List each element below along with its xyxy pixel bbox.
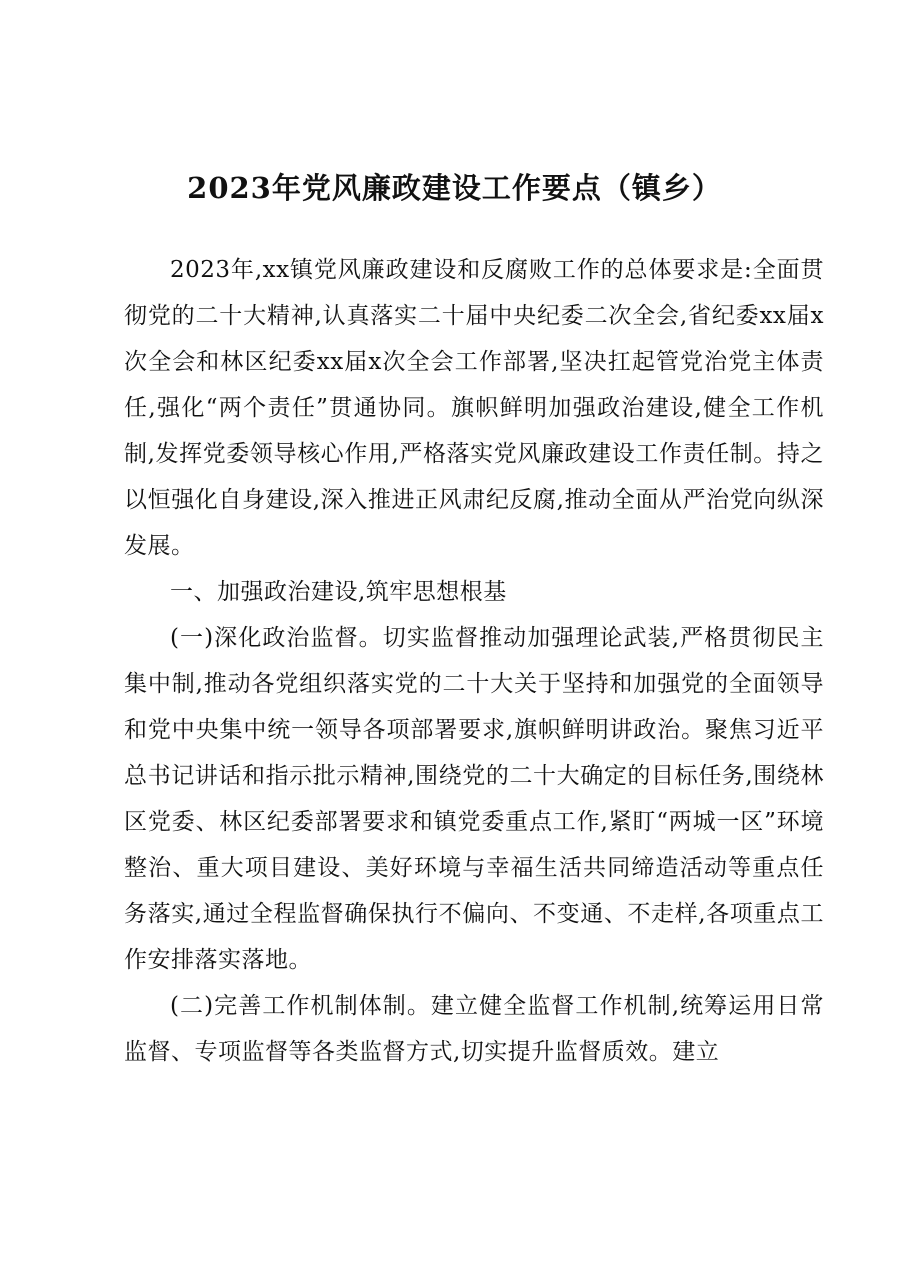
intro-paragraph: 2023年,xx镇党风廉政建设和反腐败工作的总体要求是:全面贯彻党的二十大精神,认真落实二十届中央纪委二次全会,省纪委xx届x次全会和林区纪委xx届x次全会工作部署,坚决扛起管党治党主体责任,强化“两个责任”贯通协同。旗帜鲜明加强政治建设,健全工作机制,发挥党委领导核心作用,严格落实党风廉政建设工作责任制。持之以恒强化自身建设,深入推进正风肃纪反腐,推动全面从严治党向纵深发展。 [124,257,824,559]
subsection-paragraph-1: (一)深化政治监督。切实监督推动加强理论武装,严格贯彻民主集中制,推动各党组织落实党的二十大关于坚持和加强党的全面领导和党中央集中统一领导各项部署要求,旗帜鲜明讲政治。聚焦习近平总书记讲话和指示批示精神,围绕党的二十大确定的目标任务,围绕林区党委、林区纪委部署要求和镇党委重点工作,紧盯“两城一区”环境整治、重大项目建设、美好环境与幸福生活共同缔造活动等重点任务落实,通过全程监督确保执行不偏向、不变通、不走样,各项重点工作安排落实落地。 [124,625,824,973]
document-title: 2023年党风廉政建设工作要点（镇乡） [187,171,722,205]
section-heading-1: 一、加强政治建设,筑牢思想根基 [170,579,507,605]
subsection-paragraph-2: (二)完善工作机制体制。建立健全监督工作机制,统筹运用日常监督、专项监督等各类监督方式,切实提升监督质效。建立 [124,993,824,1065]
document-body [124,247,824,1075]
